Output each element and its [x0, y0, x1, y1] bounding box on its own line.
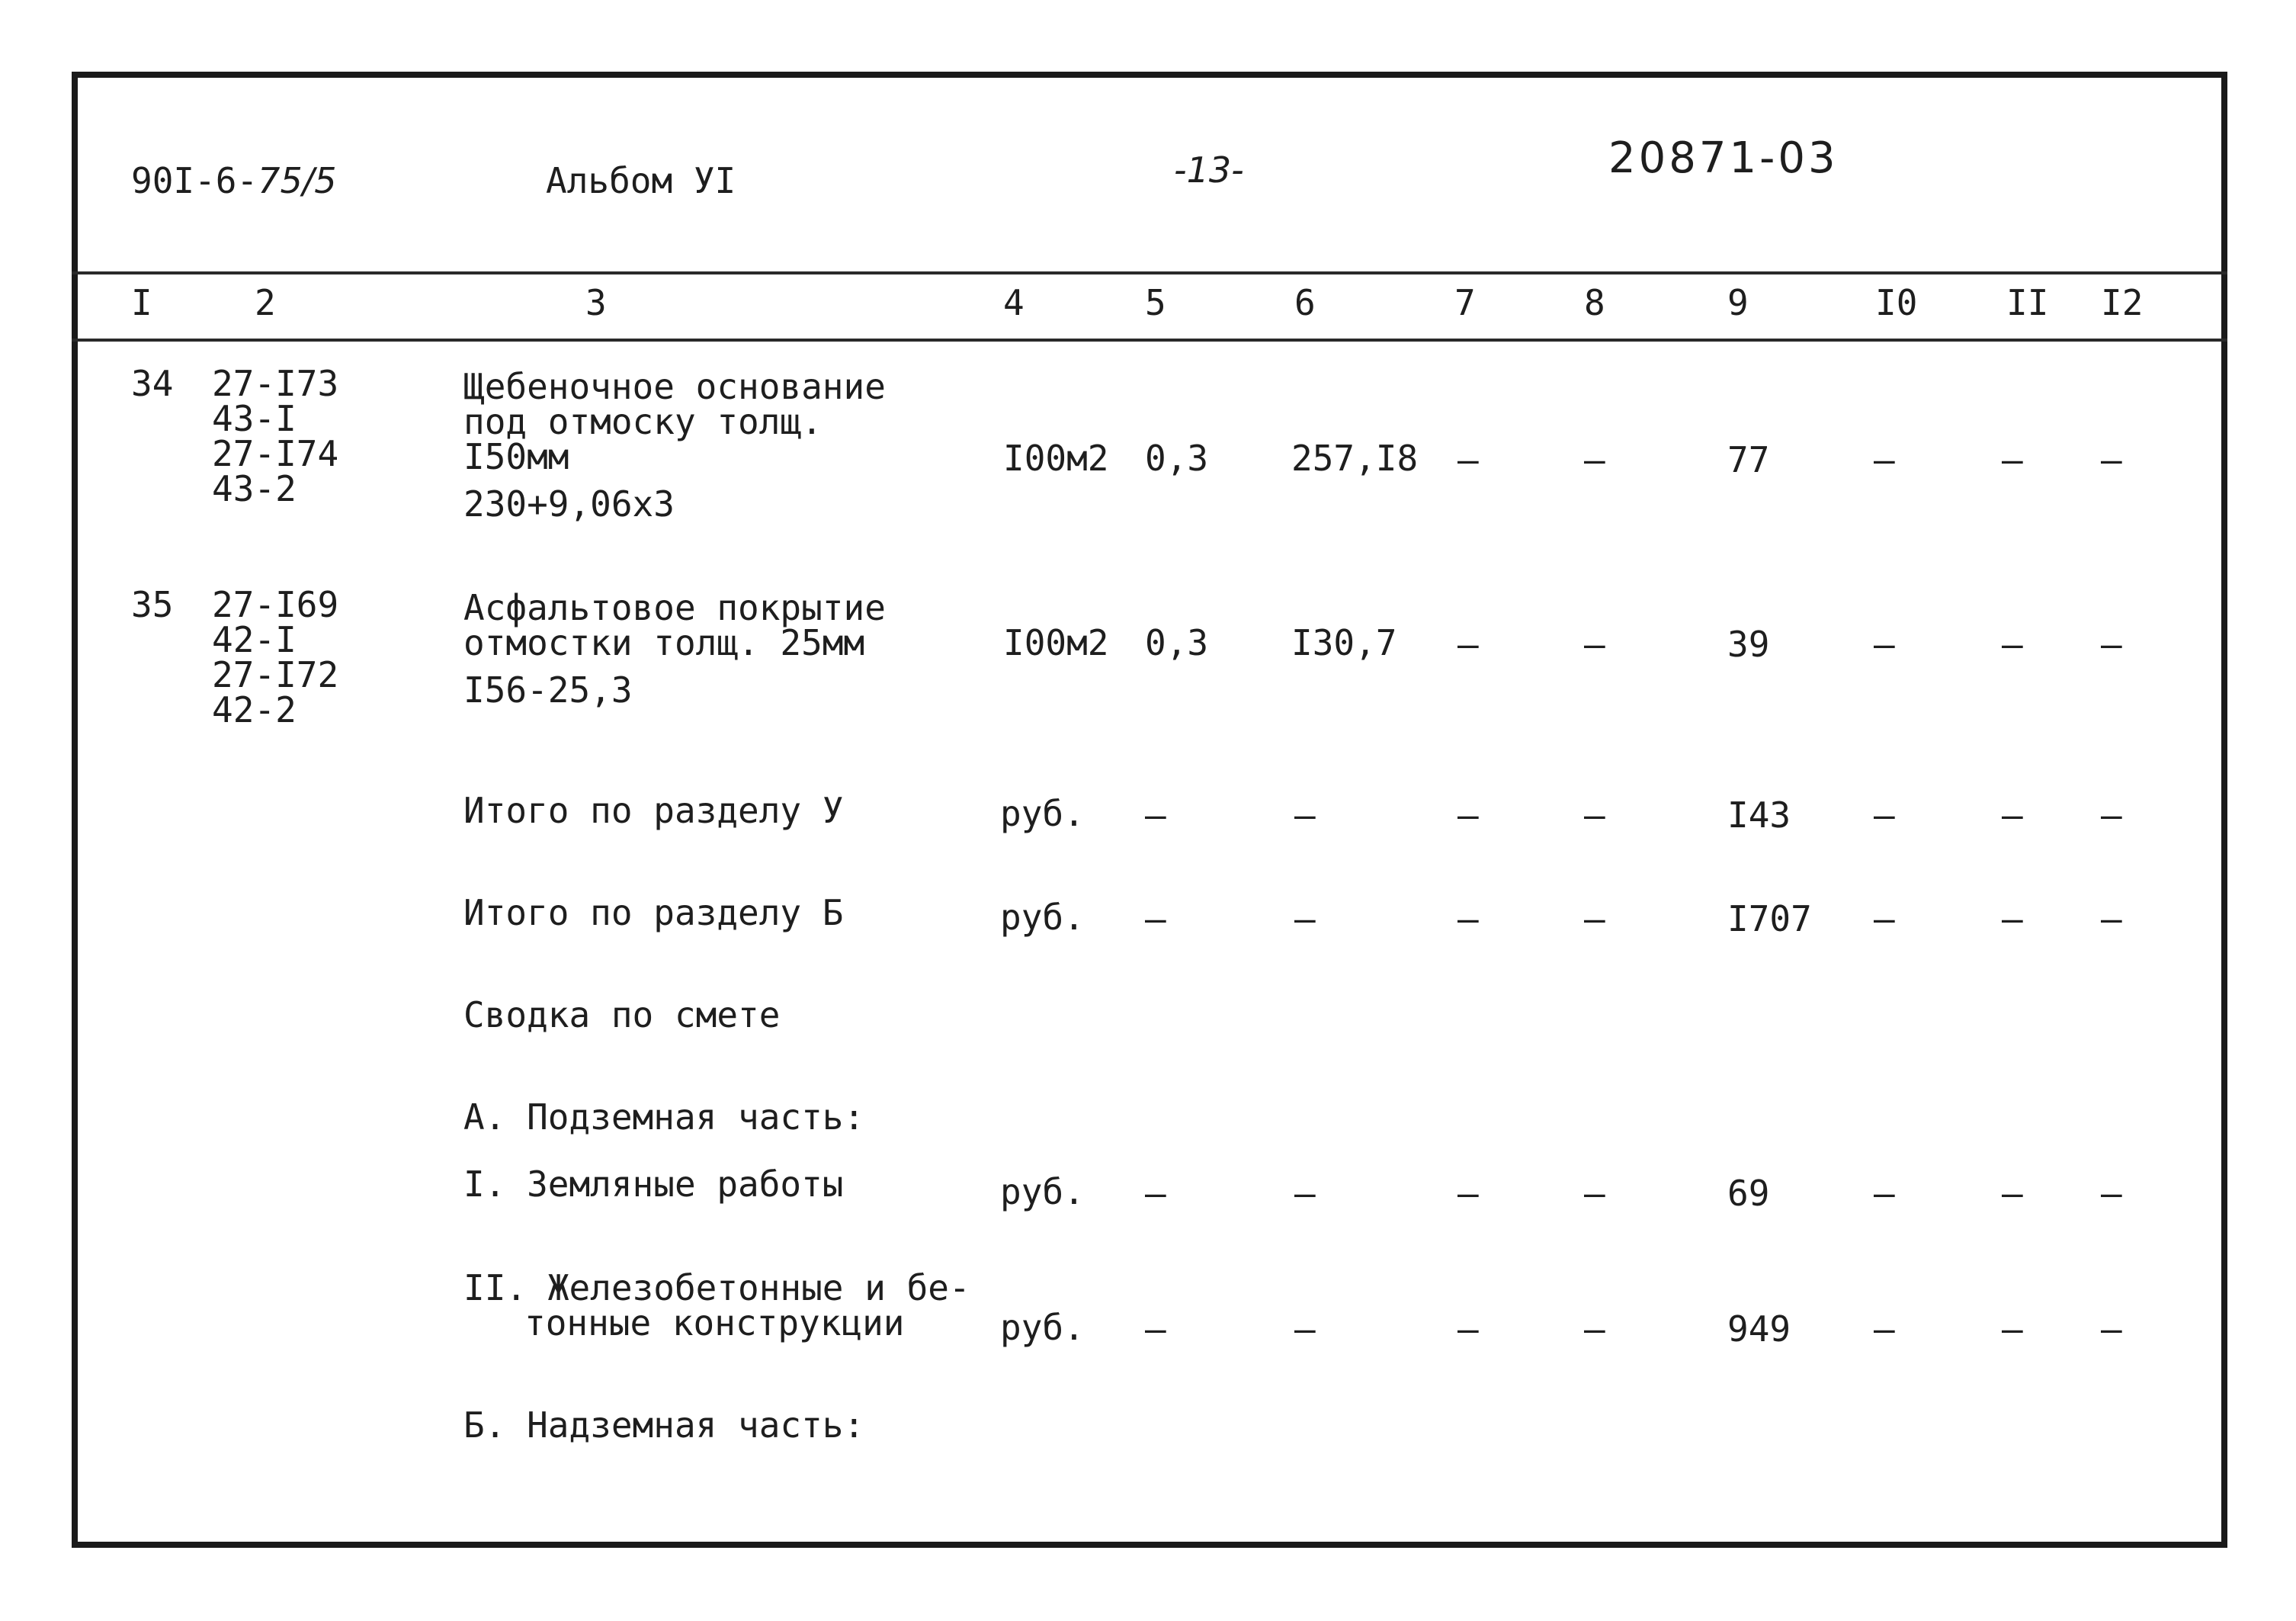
cost-total: I707 — [1727, 898, 1812, 939]
cell-col7: – — [1457, 439, 1479, 480]
cost-total: 39 — [1727, 624, 1770, 665]
column-number: 5 — [1145, 282, 1166, 323]
cell-col8: – — [1584, 898, 1605, 939]
cell-col7: – — [1457, 624, 1479, 665]
cell-col12: – — [2101, 794, 2122, 836]
cell-col5: – — [1145, 898, 1166, 939]
unit: руб. — [1000, 793, 1085, 834]
cell-col5: – — [1145, 1308, 1166, 1350]
cell-col11: – — [2002, 898, 2023, 939]
column-number: 2 — [255, 282, 276, 323]
column-number: 9 — [1727, 282, 1749, 323]
norm-codes — [212, 584, 339, 730]
cell-col6: – — [1294, 1308, 1316, 1350]
cell-col11: – — [2002, 624, 2023, 665]
cell-col12: – — [2101, 898, 2122, 939]
cell-col7: – — [1457, 898, 1479, 939]
cell-col5: – — [1145, 1173, 1166, 1214]
quantity: 0,3 — [1145, 622, 1209, 663]
calculation-note: 230+9,06х3 — [463, 483, 675, 525]
unit: I00м2 — [1003, 622, 1109, 663]
cell-col10: – — [1874, 1173, 1895, 1214]
quantity: 0,3 — [1145, 438, 1209, 479]
work-description — [463, 587, 886, 663]
description-line: Щебеночное основание — [463, 366, 886, 407]
document-code-prefix: 90I-6- — [131, 160, 258, 201]
description-line: под отмоску толщ. — [463, 401, 823, 442]
norm-code: 42-I — [212, 619, 297, 660]
cell-col6: – — [1294, 1173, 1316, 1214]
total-label: Итого по разделу У — [463, 790, 844, 831]
cell-col6: – — [1294, 794, 1316, 836]
cell-col12: – — [2101, 439, 2122, 480]
cell-col8: – — [1584, 1173, 1605, 1214]
cell-col11: – — [2002, 1308, 2023, 1350]
total-label: Итого по разделу Б — [463, 892, 844, 933]
unit-price: 257,I8 — [1291, 438, 1419, 479]
album-label: Альбом УI — [546, 160, 736, 201]
norm-code: 42-2 — [212, 689, 297, 730]
cost-total: I43 — [1727, 794, 1791, 836]
work-description — [463, 366, 886, 477]
cell-col10: – — [1874, 794, 1895, 836]
column-number: I0 — [1875, 282, 1918, 323]
norm-code: 27-I72 — [212, 654, 339, 695]
norm-code: 43-2 — [212, 468, 297, 509]
column-number: 7 — [1454, 282, 1476, 323]
column-number: 3 — [585, 282, 607, 323]
column-number: I2 — [2101, 282, 2144, 323]
unit: руб. — [1000, 897, 1085, 938]
unit-price: I30,7 — [1291, 622, 1397, 663]
summary-title: Сводка по смете — [463, 994, 781, 1035]
norm-code: 27-I69 — [212, 584, 339, 625]
column-number: II — [2006, 282, 2049, 323]
summary-label-line: II. Железобетонные и бе- — [463, 1267, 970, 1308]
norm-codes — [212, 363, 339, 509]
section-a-heading: А. Подземная часть: — [463, 1096, 865, 1138]
unit: руб. — [1000, 1307, 1085, 1348]
document-code — [131, 160, 337, 201]
cell-col6: – — [1294, 898, 1316, 939]
cell-col11: – — [2002, 1173, 2023, 1214]
cell-col7: – — [1457, 1308, 1479, 1350]
cell-col12: – — [2101, 1308, 2122, 1350]
cell-col12: – — [2101, 624, 2122, 665]
row-number: 35 — [131, 584, 174, 625]
section-b-heading: Б. Надземная часть: — [463, 1404, 865, 1446]
cost-total: 949 — [1727, 1308, 1791, 1350]
description-line: отмостки толщ. 25мм — [463, 622, 865, 663]
cell-col10: – — [1874, 898, 1895, 939]
project-number: 20871-03 — [1608, 133, 1839, 183]
cell-col11: – — [2002, 794, 2023, 836]
column-number: 4 — [1003, 282, 1025, 323]
cell-col12: – — [2101, 1173, 2122, 1214]
cell-col8: – — [1584, 1308, 1605, 1350]
column-number: 8 — [1584, 282, 1605, 323]
document-code-handwritten: 75/5 — [258, 160, 337, 201]
row-number: 34 — [131, 363, 174, 404]
summary-label-line: тонные конструкции — [524, 1302, 905, 1343]
summary-label — [463, 1267, 970, 1343]
cell-col8: – — [1584, 794, 1605, 836]
norm-code: 27-I74 — [212, 433, 339, 474]
description-line: Асфальтовое покрытие — [463, 587, 886, 628]
header-rule-bottom — [72, 339, 2227, 342]
cost-total: 77 — [1727, 439, 1770, 480]
unit: I00м2 — [1003, 438, 1109, 479]
header-rule-top — [72, 271, 2227, 274]
cell-col8: – — [1584, 439, 1605, 480]
cell-col5: – — [1145, 794, 1166, 836]
calculation-note: I56-25,3 — [463, 669, 633, 711]
column-number: 6 — [1294, 282, 1316, 323]
cell-col7: – — [1457, 794, 1479, 836]
cell-col11: – — [2002, 439, 2023, 480]
norm-code: 43-I — [212, 398, 297, 439]
cell-col7: – — [1457, 1173, 1479, 1214]
cell-col10: – — [1874, 439, 1895, 480]
cell-col10: – — [1874, 1308, 1895, 1350]
summary-label: I. Земляные работы — [463, 1164, 844, 1205]
description-line: I50мм — [463, 436, 569, 477]
cell-col10: – — [1874, 624, 1895, 665]
unit: руб. — [1000, 1171, 1085, 1212]
page-number: -13- — [1174, 149, 1244, 191]
cost-total: 69 — [1727, 1173, 1770, 1214]
norm-code: 27-I73 — [212, 363, 339, 404]
cell-col8: – — [1584, 624, 1605, 665]
column-number: I — [131, 282, 152, 323]
